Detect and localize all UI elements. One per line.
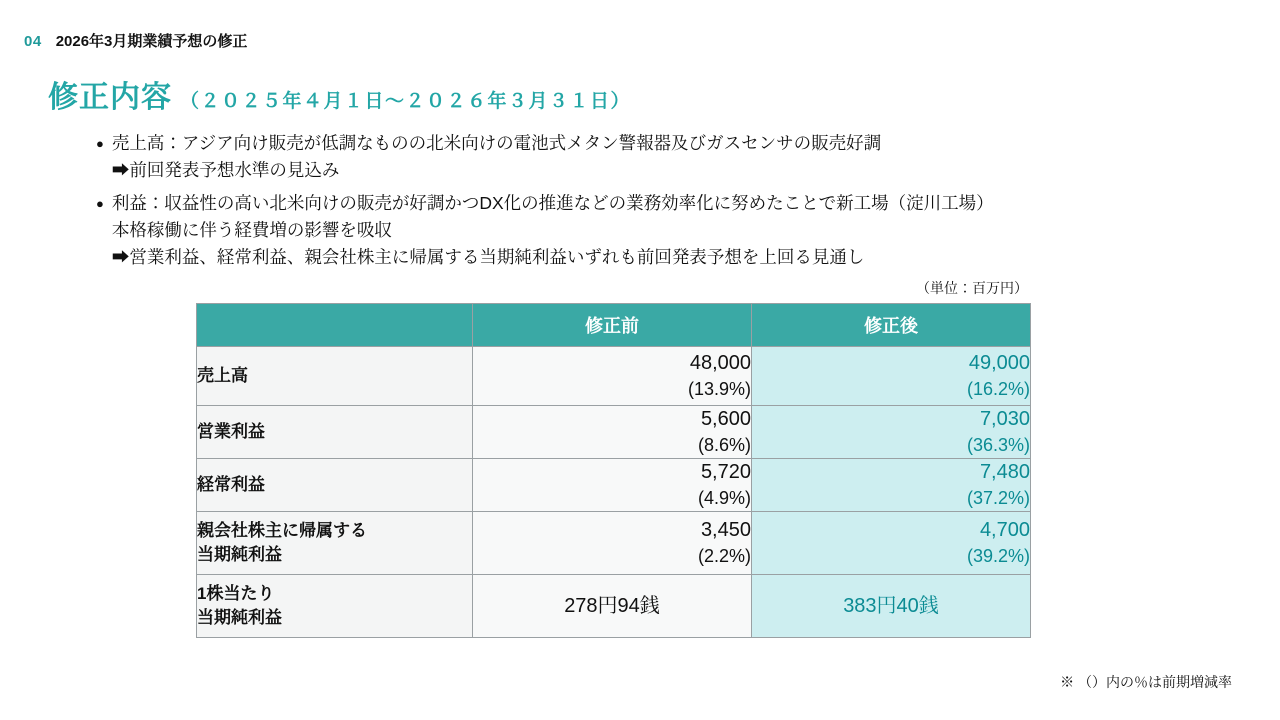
row-before-ordinary-income-pct: (4.9%) — [697, 488, 751, 508]
row-label-net-income-line1: 親会社株主に帰属する — [197, 521, 367, 540]
table-header-blank — [197, 304, 473, 347]
row-before-net-income — [473, 512, 752, 575]
row-after-ordinary-income-pct: (37.2%) — [966, 488, 1030, 508]
row-before-net-sales-value: 48,000 — [689, 352, 751, 374]
row-label-net-sales: 売上高 — [197, 347, 473, 406]
row-before-ordinary-income-value: 5,720 — [700, 461, 751, 483]
row-after-ordinary-income — [752, 459, 1031, 512]
bullet-item-profit-line1: 利益：収益性の高い北米向けの販売が好調かつDX化の推進などの業務効率化に努めたことで新工場（淀川工場） — [111, 193, 994, 213]
row-after-operating-income — [752, 406, 1031, 459]
bullet-item-sales — [96, 130, 1206, 184]
page-title-main: 修正内容 — [48, 81, 172, 114]
row-before-net-income-pct: (2.2%) — [697, 546, 751, 566]
row-before-ordinary-income — [473, 459, 752, 512]
row-after-net-sales-value: 49,000 — [968, 352, 1030, 374]
unit-note: （単位：百万円） — [916, 280, 1028, 296]
table-header-row — [197, 304, 1031, 347]
row-before-net-sales-pct: (13.9%) — [687, 379, 751, 399]
table-row — [197, 406, 1031, 459]
page-title — [48, 72, 631, 116]
row-after-eps: 383円40銭 — [752, 575, 1031, 638]
table-row — [197, 347, 1031, 406]
table-header-after: 修正後 — [752, 304, 1031, 347]
table-header-before: 修正前 — [473, 304, 752, 347]
page-title-period: （２０２５年４月１日～２０２６年３月３１日） — [180, 91, 632, 112]
row-after-net-income — [752, 512, 1031, 575]
row-before-operating-income-value: 5,600 — [700, 408, 751, 430]
bullet-item-profit-line2: 本格稼働に伴う経費増の影響を吸収 — [111, 220, 392, 240]
row-label-eps — [197, 575, 473, 638]
bullet-item-profit — [96, 190, 1206, 271]
row-label-eps-line1: 1株当たり — [197, 584, 275, 603]
row-after-net-sales — [752, 347, 1031, 406]
table-row — [197, 512, 1031, 575]
row-after-net-sales-pct: (16.2%) — [966, 379, 1030, 399]
bullet-item-profit-body — [112, 190, 994, 271]
slide-header — [24, 30, 247, 51]
row-label-operating-income: 営業利益 — [197, 406, 473, 459]
financial-table-wrapper — [196, 303, 1030, 638]
row-before-eps: 278円94銭 — [473, 575, 752, 638]
bullet-marker-icon: ● — [96, 196, 104, 211]
row-label-net-income-line2: 当期純利益 — [197, 545, 282, 564]
table-footnote: ※ （）内の％は前期増減率 — [1060, 674, 1232, 690]
row-before-operating-income-pct: (8.6%) — [697, 435, 751, 455]
slide-header-title: 2026年3月期業績予想の修正 — [55, 33, 248, 50]
row-after-net-income-pct: (39.2%) — [966, 546, 1030, 566]
bullet-item-profit-line3: ➡営業利益、経常利益、親会社株主に帰属する当期純利益いずれも前回発表予想を上回る見通し — [111, 247, 865, 267]
financial-table — [196, 303, 1031, 638]
row-label-ordinary-income: 経常利益 — [197, 459, 473, 512]
row-label-eps-line2: 当期純利益 — [197, 608, 282, 627]
slide-number: 04 — [24, 33, 42, 50]
bullet-marker-icon: ● — [96, 136, 104, 151]
row-before-net-sales — [473, 347, 752, 406]
bullet-item-sales-body — [112, 130, 881, 184]
row-after-ordinary-income-value: 7,480 — [979, 461, 1030, 483]
table-row — [197, 459, 1031, 512]
row-label-net-income — [197, 512, 473, 575]
table-row — [197, 575, 1031, 638]
bullet-list — [96, 130, 1206, 277]
bullet-item-sales-line2: ➡前回発表予想水準の見込み — [111, 160, 340, 180]
row-after-operating-income-value: 7,030 — [979, 408, 1030, 430]
row-after-operating-income-pct: (36.3%) — [966, 435, 1030, 455]
row-before-operating-income — [473, 406, 752, 459]
bullet-item-sales-line1: 売上高：アジア向け販売が低調なものの北米向けの電池式メタン警報器及びガスセンサの販売好調 — [111, 133, 882, 153]
row-before-net-income-value: 3,450 — [700, 519, 751, 541]
row-after-net-income-value: 4,700 — [979, 519, 1030, 541]
